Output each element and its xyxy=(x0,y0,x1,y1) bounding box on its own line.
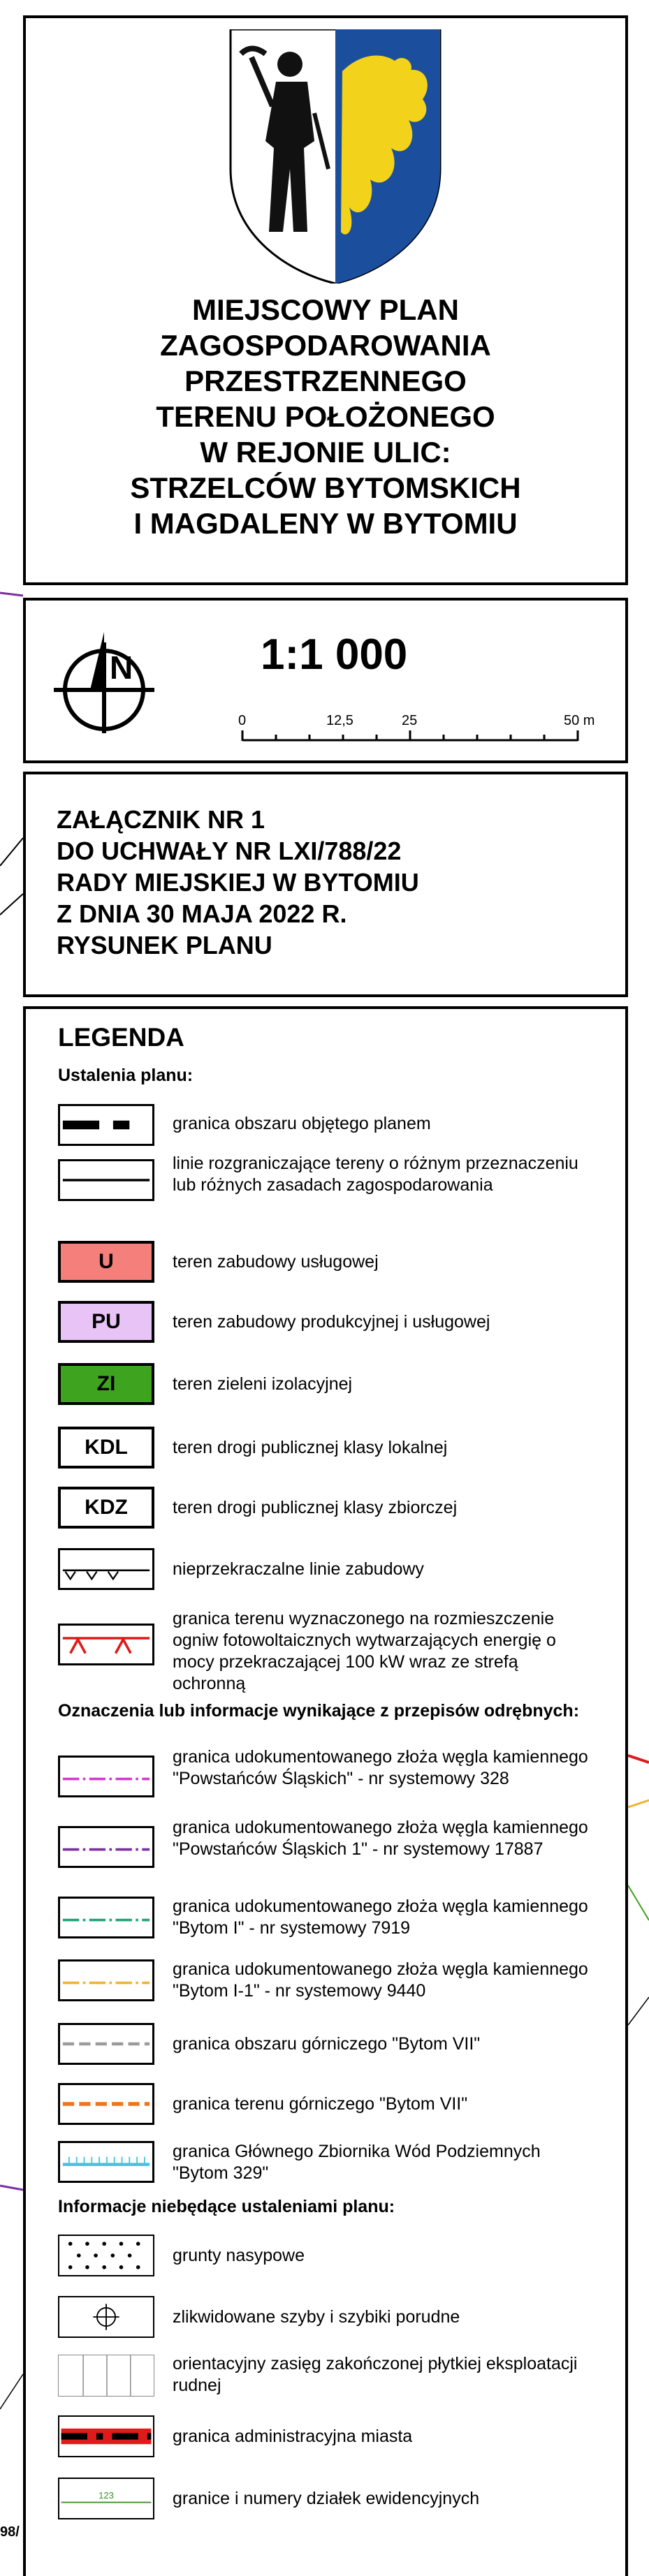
map-line xyxy=(628,1885,649,1920)
annex-line: Z DNIA 30 MAJA 2022 R. xyxy=(57,899,347,928)
mining-terrain-symbol xyxy=(58,2083,154,2125)
map-line xyxy=(628,1800,649,1807)
mining-area-symbol xyxy=(58,2023,154,2065)
zi-zone-symbol: ZI xyxy=(58,1363,154,1405)
legend-label: granica administracyjna miasta xyxy=(173,2427,413,2446)
pv-zone-symbol xyxy=(58,1624,154,1665)
legend-label: teren zabudowy produkcyjnej i usługowej xyxy=(173,1312,490,1332)
map-line xyxy=(0,894,23,915)
dividing-lines-symbol xyxy=(58,1159,154,1201)
legend-label: granica Głównego Zbiornika Wód Podziemnych "Bytom 329" xyxy=(173,2142,541,2183)
deposit-7919-symbol xyxy=(58,1897,154,1938)
map-line xyxy=(0,2186,23,2190)
kdl-zone-symbol: KDL xyxy=(58,1427,154,1469)
parcel-label: 98/ xyxy=(0,2524,20,2540)
legend-section-info: Informacje niebędące ustaleniami planu: xyxy=(58,2197,395,2216)
legend-label: granica terenu górniczego "Bytom VII" xyxy=(173,2094,468,2114)
scale-tick-label: 50 m xyxy=(564,713,595,728)
u-zone-symbol: U xyxy=(58,1241,154,1283)
legend-label: granica obszaru górniczego "Bytom VII" xyxy=(173,2034,481,2054)
north-letter: N xyxy=(110,649,133,686)
parcel-number: 123 xyxy=(99,2490,114,2501)
legend-label: teren zabudowy usługowej xyxy=(173,1252,379,1272)
scale-panel xyxy=(23,598,628,763)
title-line: PRZESTRZENNEGO xyxy=(184,365,467,397)
title-panel xyxy=(23,15,628,585)
plan-boundary-symbol xyxy=(58,1104,154,1146)
legend-label: teren drogi publicznej klasy zbiorczej xyxy=(173,1498,458,1517)
deposit-9440-symbol xyxy=(58,1959,154,2001)
parcel-boundary-symbol xyxy=(58,2478,154,2519)
title-line: TERENU POŁOŻONEGO xyxy=(156,400,495,433)
legend-label: teren zieleni izolacyjnej xyxy=(173,1374,353,1394)
ore-extraction-symbol xyxy=(58,2355,154,2397)
legend-label: nieprzekraczalne linie zabudowy xyxy=(173,1559,424,1579)
map-line xyxy=(0,838,23,866)
kdz-zone-symbol: KDZ xyxy=(58,1487,154,1529)
pu-zone-symbol: PU xyxy=(58,1301,154,1343)
title-line: ZAGOSPODAROWANIA xyxy=(160,329,491,362)
annex-panel xyxy=(23,772,628,997)
scale-tick-label: 25 xyxy=(402,713,418,728)
annex-line: RADY MIEJSKIEJ W BYTOMIU xyxy=(57,868,419,897)
coat-of-arms-icon xyxy=(224,29,447,284)
title-line: W REJONIE ULIC: xyxy=(200,436,451,469)
map-line xyxy=(0,593,23,596)
legend-label: granica terenu wyznaczonego na rozmieszczenie ogniw fotowoltaicznych wytwarzających energię o mocy przekraczającej 100 kW wraz ze strefą ochronną xyxy=(173,1609,556,1693)
scale-bar xyxy=(235,705,599,747)
legend-heading: LEGENDA xyxy=(58,1023,184,1052)
map-line xyxy=(628,1997,649,2025)
annex-line: RYSUNEK PLANU xyxy=(57,931,272,959)
map-line xyxy=(628,1756,649,1762)
scale-ratio: 1:1 000 xyxy=(261,631,408,679)
title-line: STRZELCÓW BYTOMSKICH xyxy=(130,471,521,504)
legend-label: granica obszaru objętego planem xyxy=(173,1114,431,1133)
annex-line: DO UCHWAŁY NR LXI/788/22 xyxy=(57,837,402,865)
map-line xyxy=(0,2374,23,2409)
legend-label: linie rozgraniczające tereny o różnym przeznaczeniu lub różnych zasadach zagospodarowania xyxy=(173,1154,578,1195)
legend-label: granice i numery działek ewidencyjnych xyxy=(173,2489,480,2508)
deposit-328-symbol xyxy=(58,1756,154,1797)
scale-tick-label: 12,5 xyxy=(326,713,353,728)
legend-label: orientacyjny zasięg zakończonej płytkiej eksploatacji rudnej xyxy=(173,2354,578,2395)
legend-label: granica udokumentowanego złoża węgla kamiennego "Powstańców Śląskich" - nr systemowy 328 xyxy=(173,1747,588,1788)
legend-section-plan: Ustalenia planu: xyxy=(58,1066,194,1085)
plan-title xyxy=(26,292,625,541)
scale-tick-label: 0 xyxy=(238,713,247,728)
legend-label: granica udokumentowanego złoża węgla kamiennego "Bytom I" - nr systemowy 7919 xyxy=(173,1897,588,1938)
title-line: MIEJSCOWY PLAN xyxy=(192,293,459,326)
title-line: I MAGDALENY W BYTOMIU xyxy=(133,507,518,540)
liquidated-shaft-symbol xyxy=(58,2296,154,2338)
annex-line: ZAŁĄCZNIK NR 1 xyxy=(57,805,265,834)
north-arrow-icon xyxy=(54,628,166,740)
legend-label: teren drogi publicznej klasy lokalnej xyxy=(173,1438,448,1457)
legend-label: grunty nasypowe xyxy=(173,2246,305,2265)
legend-panel xyxy=(23,1006,628,2576)
city-boundary-symbol xyxy=(58,2415,154,2457)
legend-label: granica udokumentowanego złoża węgla kamiennego "Bytom I-1" - nr systemowy 9440 xyxy=(173,1959,588,2001)
legend-label: granica udokumentowanego złoża węgla kamiennego "Powstańców Śląskich 1" - nr systemowy 17887 xyxy=(173,1818,588,1859)
groundwater-reservoir-symbol xyxy=(58,2141,154,2183)
legend-section-other-regulations: Oznaczenia lub informacje wynikające z przepisów odrębnych: xyxy=(58,1701,580,1721)
annex-text xyxy=(57,804,419,961)
legend-label: zlikwidowane szyby i szybiki porudne xyxy=(173,2307,460,2327)
deposit-17887-symbol xyxy=(58,1826,154,1868)
fill-ground-symbol xyxy=(58,2235,154,2276)
building-line-symbol xyxy=(58,1548,154,1590)
